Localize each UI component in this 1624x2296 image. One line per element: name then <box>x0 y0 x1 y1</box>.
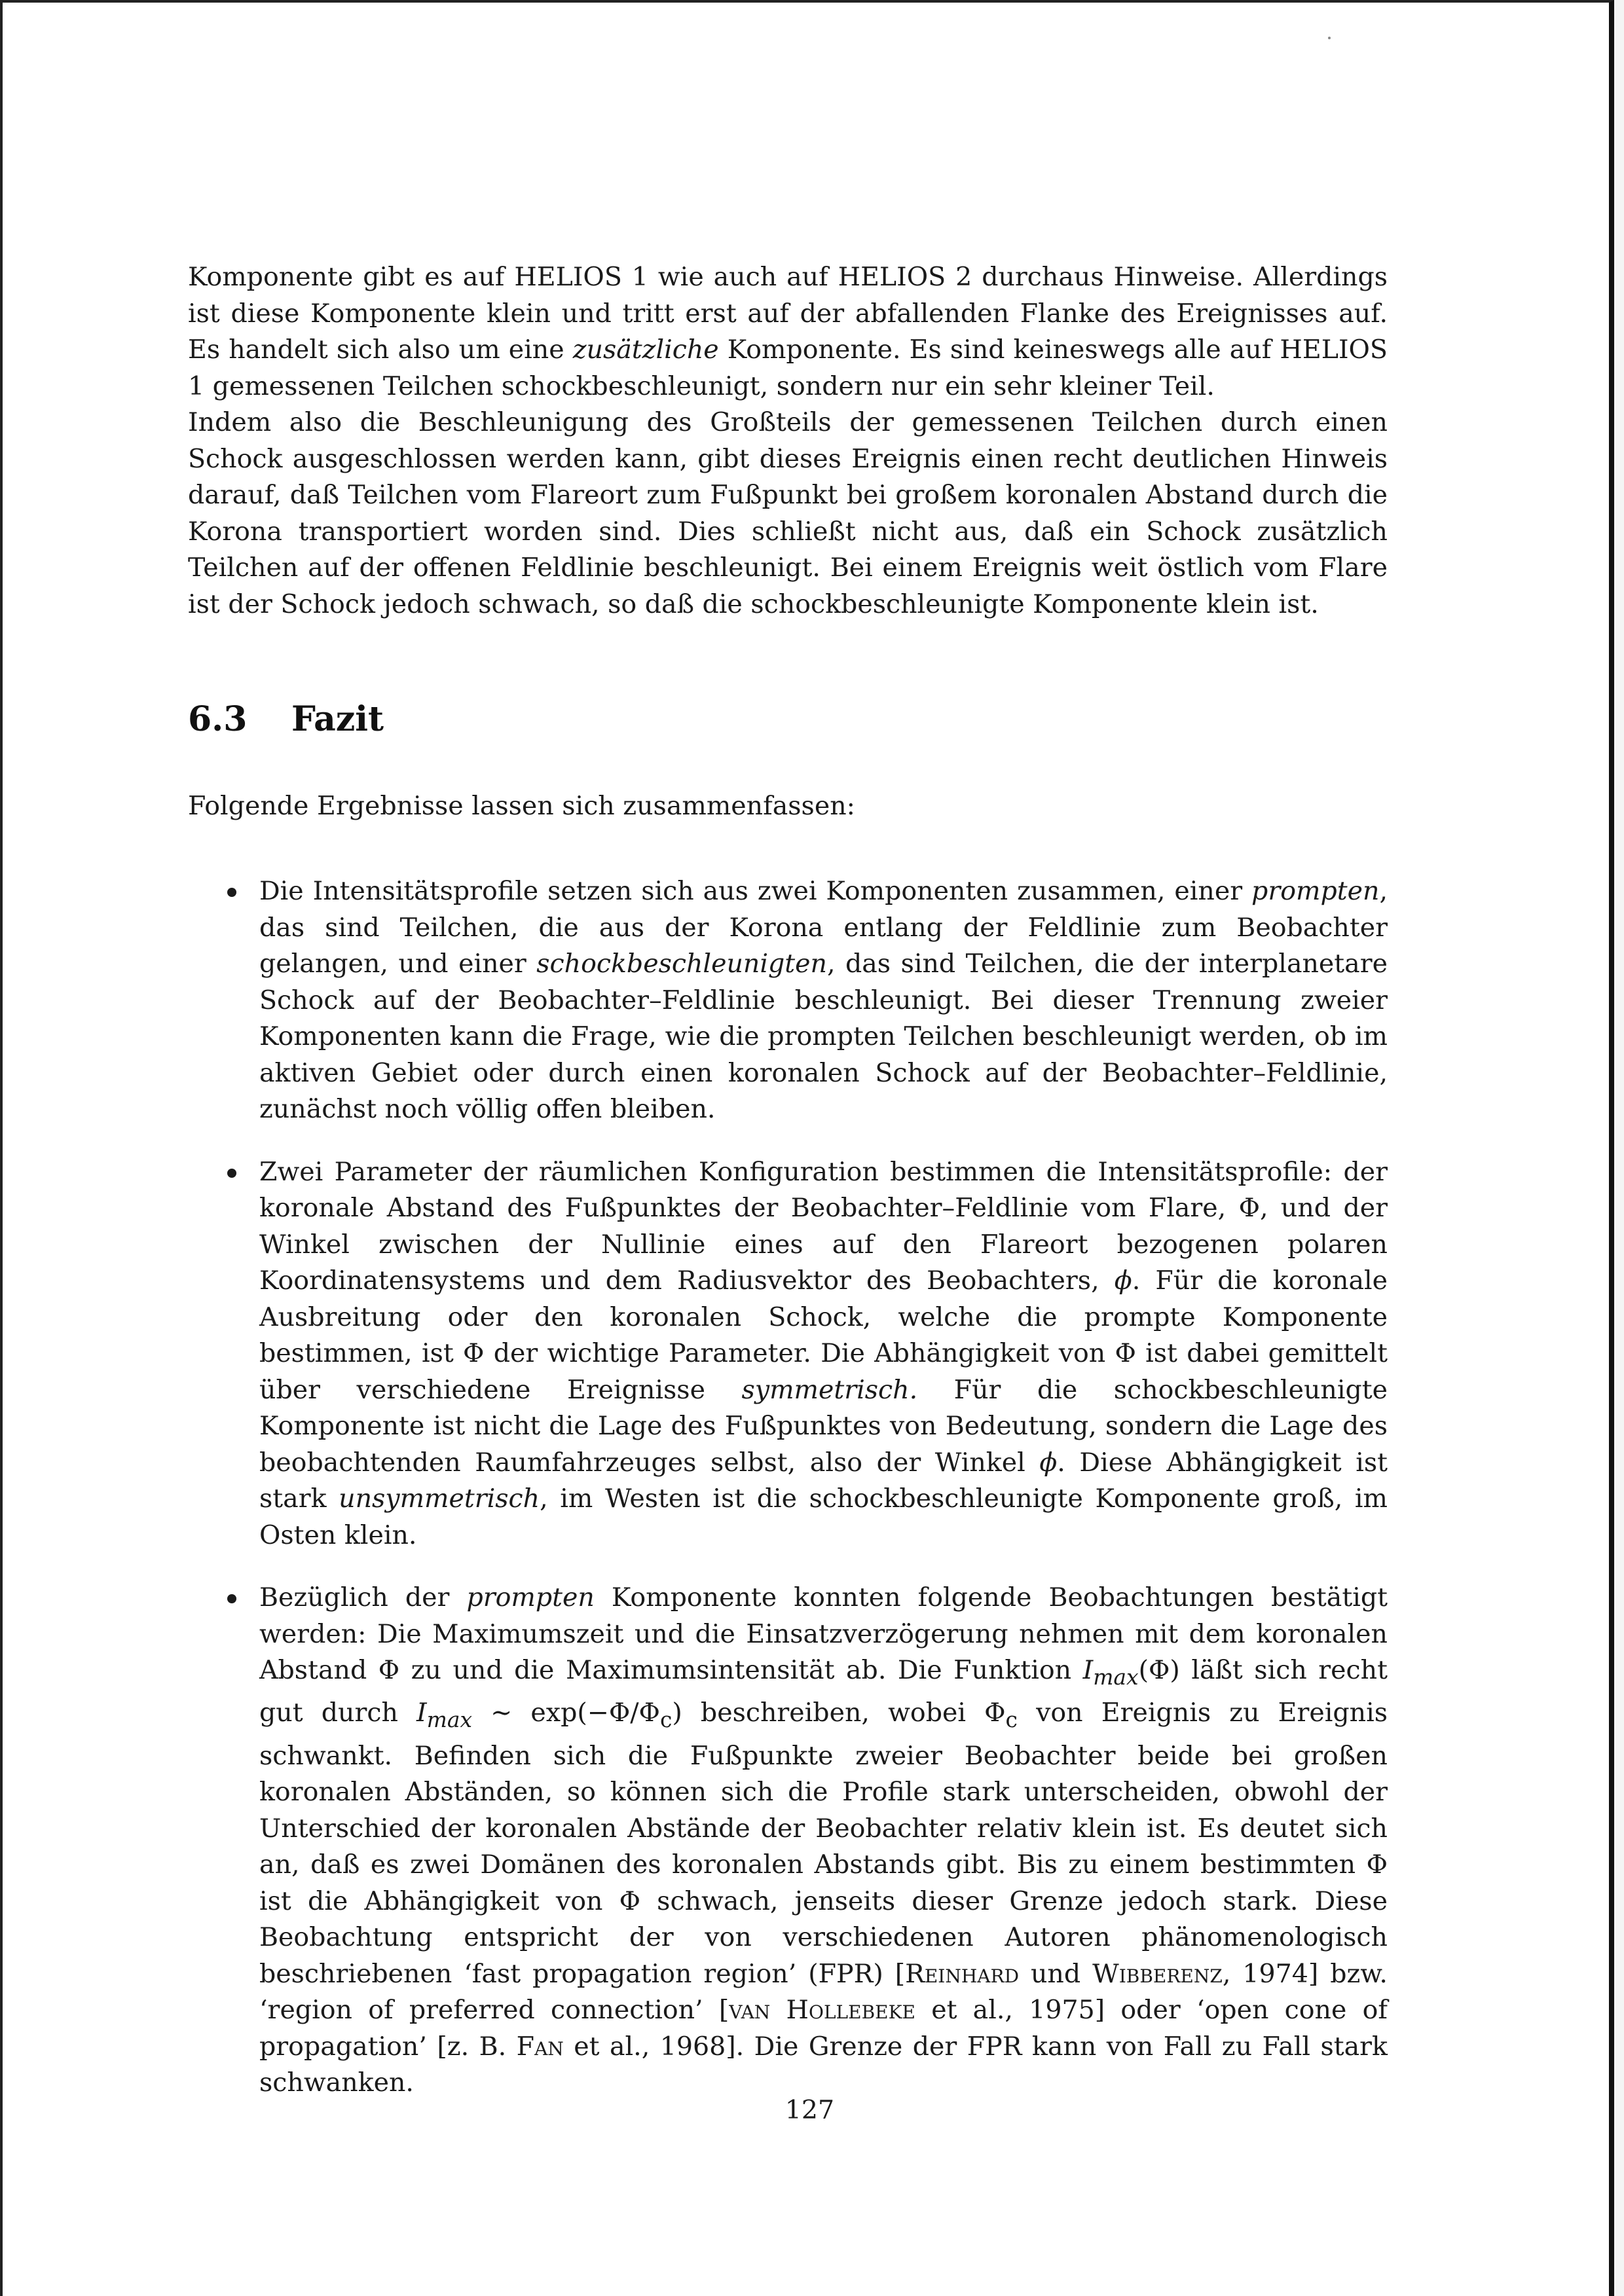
math-symbol <box>416 1698 473 1733</box>
math-symbol <box>1082 1655 1139 1690</box>
list-item-emphasis: symmetrisch. <box>741 1374 918 1405</box>
list-item-text: (Φ) läßt sich recht gut durch <box>259 1655 1388 1728</box>
paragraph-2: Indem also die Beschleunigung des Großteils der gemessenen Teilchen durch einen Schock ausgeschlossen werden kann, gibt dieses Ereignis einen recht deutlichen Hinweis darauf, daß Teilchen vom Flareort zum Fußpunkt bei großem koronalen Abstand durch die Korona transportiert worden sind. Dies schließt nicht aus, daß ein Schock zusätzlich Teilchen auf der offenen Feldlinie beschleunigt. Bei einem Ereignis weit östlich vom Flare ist der Schock jedoch schwach, so daß die schockbeschleunigte Komponente klein ist. <box>188 407 1388 619</box>
list-item-text: et al., 1975] oder ‘open cone of propagation’ [z. B. <box>259 1995 1388 2062</box>
list-item-emphasis: prompten <box>1251 876 1380 906</box>
body-text <box>188 259 1388 623</box>
citation-author: Fan <box>516 2031 564 2062</box>
math-subscript: max <box>1093 1664 1139 1690</box>
citation-author: van Hollebeke <box>729 1995 915 2026</box>
math-subscript: c <box>659 1707 673 1733</box>
list-item-text: , das sind Teilchen, die aus der Korona entlang der Feldlinie zum Beobachter gelangen, und einer <box>259 876 1388 979</box>
bullet-icon <box>227 1169 236 1178</box>
list-item-text: Komponente konnten folgende Beobachtungen bestätigt werden: Die Maximumszeit und die Einsatzverzögerung nehmen mit dem koronalen Abstand Φ zu und die Maximumsintensität ab. Die Funktion <box>259 1582 1388 1685</box>
list-item-emphasis: ϕ <box>1114 1266 1132 1296</box>
list-item-text: Bezüglich der <box>259 1582 467 1613</box>
bullet-icon <box>227 888 236 897</box>
list-item <box>223 873 1388 1128</box>
list-item-text: Zwei Parameter der räumlichen Konfiguration bestimmen die Intensitätsprofile: der koronale Abstand des Fußpunktes der Beobachter–Feldlinie vom Flare, Φ, und der Winkel zwischen der Nullinie eines auf den Flareort bezogenen polaren Koordinatensystems und dem Radiusvektor des Beobachters, <box>259 1156 1388 1296</box>
math-subscript: max <box>426 1707 473 1733</box>
section-title: Fazit <box>291 699 384 739</box>
list-item-text: et al., 1968]. Die Grenze der FPR kann von Fall zu Fall stark schwanken. <box>259 2031 1388 2098</box>
result-list <box>223 873 1388 2128</box>
list-item-emphasis: prompten <box>466 1582 595 1613</box>
citation-author: Reinhard <box>905 1958 1020 1989</box>
list-item-emphasis: schockbeschleunigten <box>536 949 827 979</box>
list-item-text: . Diese Abhängigkeit ist stark <box>259 1447 1388 1514</box>
list-item-text: , 1974] bzw. ‘region of preferred connection’ [ <box>259 1958 1388 2026</box>
math-letter: I <box>1082 1655 1094 1685</box>
page-number: 127 <box>784 2095 835 2125</box>
list-item-text: , im Westen ist die schockbeschleunigte Komponente groß, im Osten klein. <box>259 1484 1388 1550</box>
list-item-text: Für die schockbeschleunigte Komponente ist nicht die Lage des Fußpunktes von Bedeutung, sondern die Lage des beobachtenden Raumfahrzeuges selbst, also der Winkel <box>259 1374 1388 1478</box>
list-item-text: und <box>1019 1958 1093 1989</box>
citation-author: Wibberenz <box>1092 1958 1223 1989</box>
paragraph-1-text-a: Komponente gibt es auf HELIOS 1 wie auch auf HELIOS 2 durchaus Hinweise. Allerdings ist diese Komponente klein und tritt erst auf der abfallenden Flanke des Ereignisses auf. Es handelt sich also um eine <box>188 262 1388 365</box>
list-item-text: ∼ exp(−Φ/Φ <box>472 1698 660 1728</box>
paragraph-1-emphasis: zusätzliche <box>572 335 719 365</box>
math-letter: I <box>416 1698 427 1728</box>
list-item-text: ) beschreiben, wobei Φ <box>672 1698 1006 1728</box>
list-item-emphasis: unsymmetrisch <box>339 1484 540 1514</box>
list-item-text: von Ereignis zu Ereignis schwankt. Befinden sich die Fußpunkte zweier Beobachter beide bei großen koronalen Abständen, so können sich die Profile stark unterscheiden, obwohl der Unterschied der koronalen Abstände der Beobachter relativ klein ist. Es deutet sich an, daß es zwei Domänen des koronalen Abstands gibt. Bis zu einem bestimmten Φ ist die Abhängigkeit von Φ schwach, jenseits dieser Grenze jedoch stark. Diese Beobachtung entspricht der von verschiedenen Autoren phänomenologisch beschriebenen ‘fast propagation region’ (FPR) [ <box>259 1698 1388 1989</box>
paragraph-1-text-b: Komponente. Es sind keineswegs alle auf HELIOS 1 gemessenen Teilchen schockbeschleunigt, sondern nur ein sehr kleiner Teil. <box>188 335 1388 401</box>
scan-margin <box>1614 0 1624 2296</box>
lead-sentence: Folgende Ergebnisse lassen sich zusammenfassen: <box>188 791 855 821</box>
list-item-text: Die Intensitätsprofile setzen sich aus zwei Komponenten zusammen, einer <box>259 876 1252 906</box>
list-item <box>223 1154 1388 1554</box>
math-subscript: c <box>1005 1707 1018 1733</box>
section-heading <box>188 697 384 742</box>
section-number: 6.3 <box>188 699 248 739</box>
list-item-text: , das sind Teilchen, die der interplanetare Schock auf der Beobachter–Feldlinie beschleunigt. Bei dieser Trennung zweier Komponenten kann die Frage, wie die prompten Teilchen beschleunigt werden, ob im aktiven Gebiet oder durch einen koronalen Schock auf der Beobachter–Feldlinie, zunächst noch völlig offen bleiben. <box>259 949 1388 1124</box>
list-item-emphasis: ϕ <box>1039 1447 1058 1478</box>
list-item-text: . Für die koronale Ausbreitung oder den koronalen Schock, welche die prompte Komponente bestimmen, ist Φ der wichtige Parameter. Die Abhängigkeit von Φ ist dabei gemittelt über verschiedene Ereignisse <box>259 1266 1388 1405</box>
bullet-icon <box>227 1594 236 1603</box>
scan-speck <box>1328 37 1331 39</box>
paragraph-1 <box>188 259 1388 405</box>
list-item <box>223 1580 1388 2102</box>
